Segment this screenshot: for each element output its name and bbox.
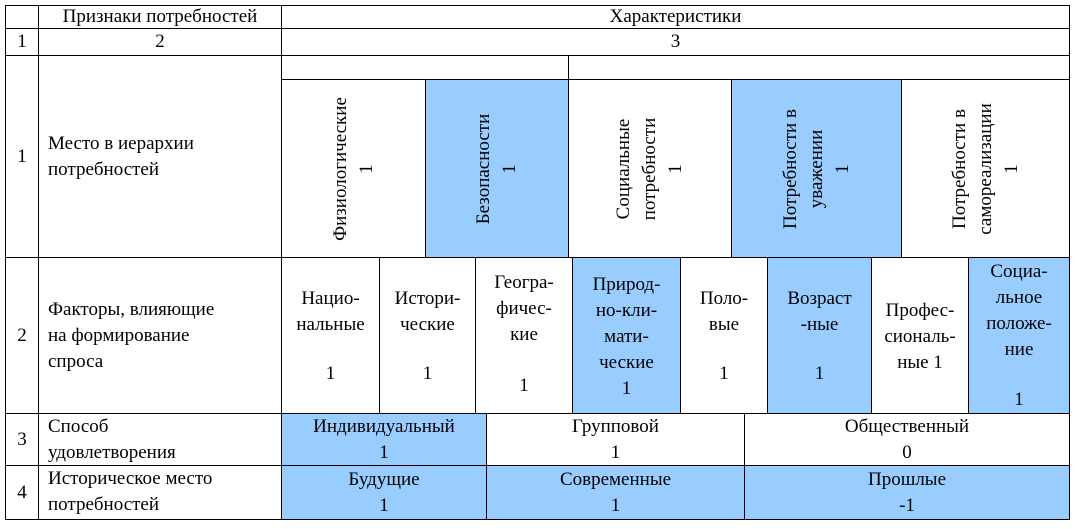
row2-num-text: 2 [17, 324, 27, 346]
row3-num-text: 3 [17, 428, 27, 450]
num-col-3-text: 3 [670, 31, 681, 52]
row4-num-text: 4 [17, 481, 27, 503]
num-col-3 [281, 28, 1070, 56]
factor-historical: Истори- ческие 1 [379, 257, 476, 414]
row1-num-text: 1 [17, 145, 27, 167]
row1-label-line1: Место в иерархии [48, 132, 194, 154]
row3-label-line2: удовлетворения [48, 442, 176, 463]
header-characteristics [281, 5, 1070, 29]
hierarchy-self-actualization [901, 79, 1070, 258]
row4-label-line1: Историческое место [48, 468, 213, 489]
row1-strip-left [281, 55, 569, 80]
satisfaction-individual: Индивидуальный 1 [281, 413, 487, 466]
historical-modern: Современные 1 [486, 465, 745, 520]
factor-social-status: Социа- льное положе- ние 1 [968, 257, 1070, 414]
row2-label [38, 257, 282, 414]
num-col-2-text: 2 [155, 31, 165, 52]
num-col-1 [5, 28, 39, 56]
hierarchy-physiological [281, 79, 426, 258]
hierarchy-safety-text: Безопасности 1 [473, 113, 520, 224]
row1-label-line2: потребностей [48, 158, 160, 180]
hierarchy-self-actualization-text: Потребности в самореализации 1 [948, 102, 1022, 235]
row3-label [38, 413, 282, 466]
row3-label-line1: Способ [48, 416, 109, 437]
row4-label-line2: потребностей [48, 494, 160, 515]
factor-age: Возраст -ные 1 [767, 257, 872, 414]
header-features [38, 5, 282, 29]
row2-label-line3: спроса [48, 350, 104, 372]
hierarchy-social [568, 79, 732, 258]
row2-label-line1: Факторы, влияющие [48, 298, 215, 320]
hierarchy-esteem [731, 79, 902, 258]
row1-num [5, 55, 39, 258]
satisfaction-public: Общественный 0 [744, 413, 1070, 466]
historical-past: Прошлые -1 [744, 465, 1070, 520]
factor-climatic: Природ- но-кли- мати- ческие 1 [572, 257, 681, 414]
hierarchy-social-text: Социальные потребности 1 [613, 117, 686, 220]
num-col-2 [38, 28, 282, 56]
row3-num [5, 413, 39, 466]
row2-label-line2: на формирование [48, 324, 190, 346]
row4-label [38, 465, 282, 520]
row1-strip-right [568, 55, 1070, 80]
hierarchy-esteem-text: Потребности в уважении 1 [779, 108, 853, 229]
header-characteristics-text: Характеристики [609, 6, 742, 27]
satisfaction-group: Групповой 1 [486, 413, 745, 466]
needs-table [5, 5, 1070, 520]
hierarchy-physiological-text: Физиологические 1 [329, 96, 377, 241]
factor-professional: Профес- сиональ- ные 1 [871, 257, 969, 414]
header-corner [5, 5, 39, 29]
row2-num [5, 257, 39, 414]
factor-geographic: Геогра- фичес- кие 1 [475, 257, 573, 414]
historical-future: Будущие 1 [281, 465, 487, 520]
header-features-text: Признаки потребностей [62, 6, 258, 27]
hierarchy-safety [425, 79, 569, 258]
row4-num [5, 465, 39, 520]
num-col-1-text: 1 [17, 31, 27, 52]
factor-gender: Поло- вые 1 [680, 257, 768, 414]
factor-national: Нацио- нальные 1 [281, 257, 380, 414]
row1-label [38, 55, 282, 258]
